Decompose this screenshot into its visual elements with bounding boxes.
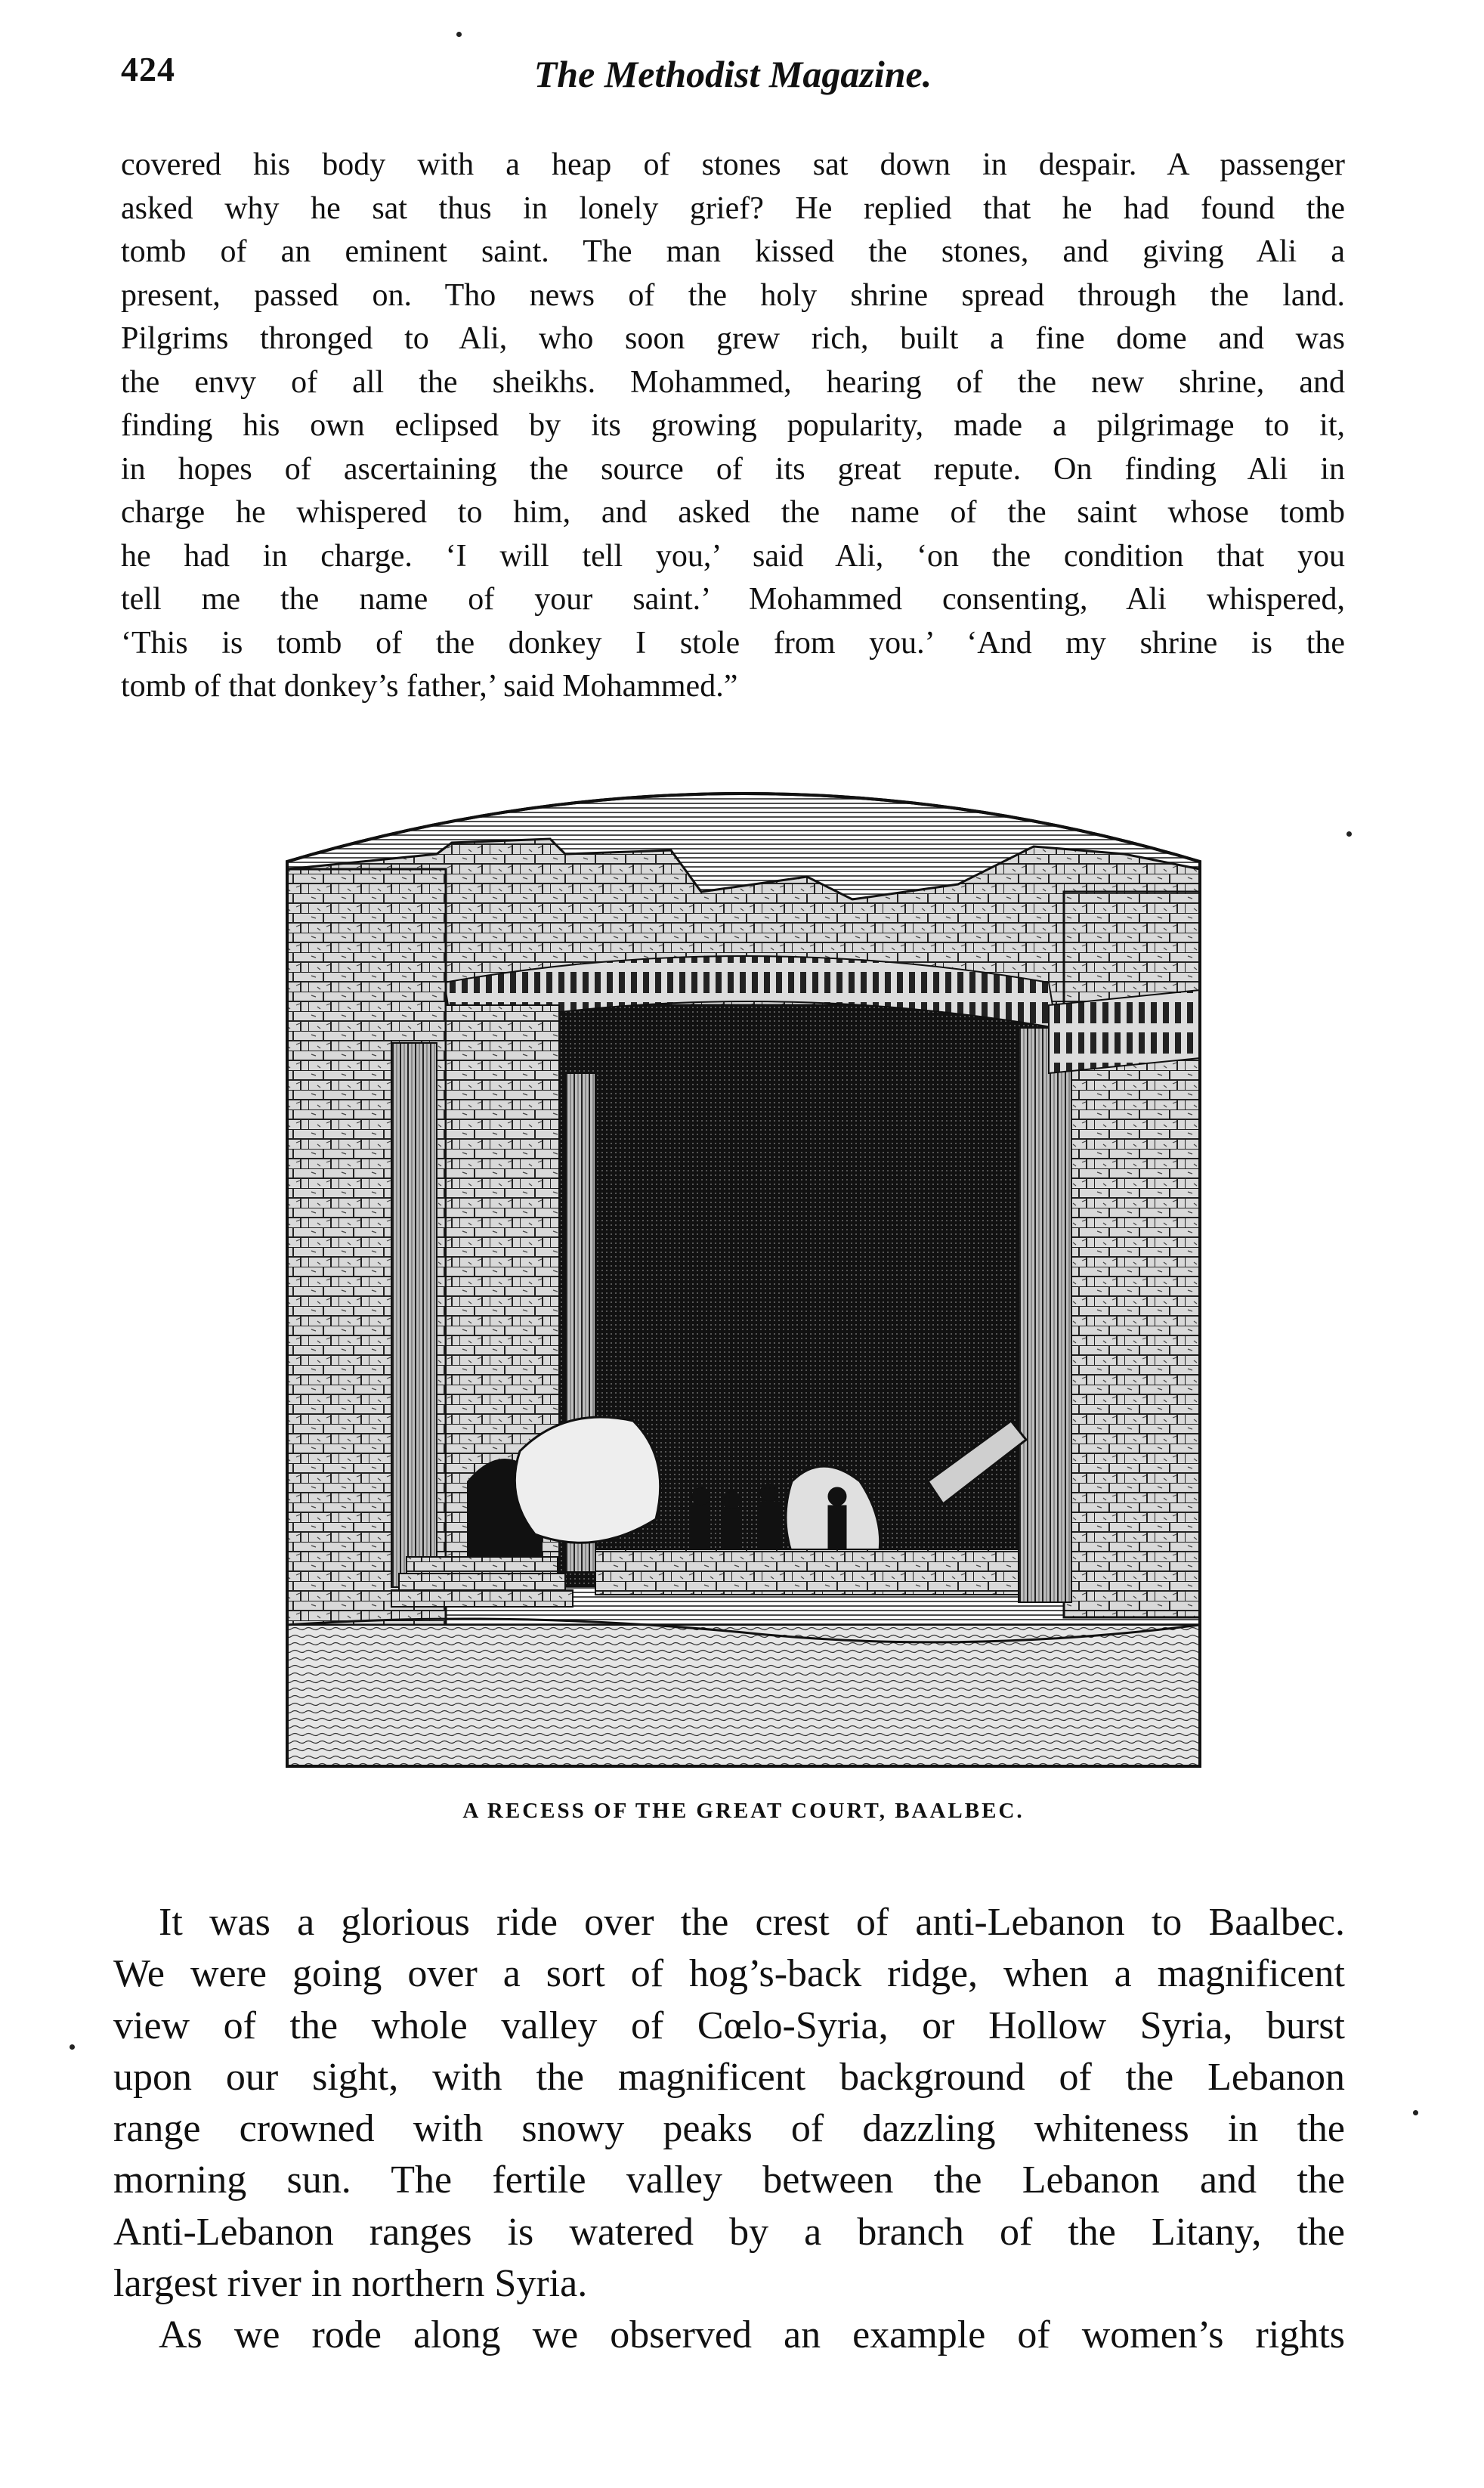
running-title: The Methodist Magazine.	[533, 53, 932, 95]
baalbec-engraving	[278, 756, 1209, 1772]
print-speck	[456, 32, 462, 37]
text-line: finding his own eclipsed by its growing popularity, made a pilgrimage to it,	[121, 408, 1345, 443]
text-line: tomb of that donkey’s father,’ said Mohammed.”	[121, 669, 738, 704]
text-line: It was a glorious ride over the crest of anti-Lebanon to Baalbec.	[159, 1901, 1345, 1944]
page-header	[121, 42, 1345, 110]
text-line: largest river in northern Syria.	[113, 2262, 588, 2306]
text-line: present, passed on. Tho news of the holy shrine spread through the land.	[121, 277, 1345, 313]
quoted-paragraph	[121, 144, 1345, 709]
print-speck	[1346, 831, 1352, 837]
text-line: asked why he sat thus in lonely grief? He replied that he had found the	[121, 190, 1345, 226]
text-line: charge he whispered to him, and asked the name of the saint whose tomb	[121, 495, 1345, 530]
text-line: We were going over a sort of hog’s-back ridge, when a magnificent	[113, 1952, 1345, 1996]
text-line: view of the whole valley of Cœlo-Syria, or Hollow Syria, burst	[113, 2004, 1345, 2047]
text-line: in hopes of ascertaining the source of its great repute. On finding Ali in	[121, 451, 1345, 487]
figure-caption: A RECESS OF THE GREAT COURT, BAALBEC.	[462, 1799, 1025, 1823]
text-line: he had in charge. ‘I will tell you,’ said Ali, ‘on the condition that you	[121, 538, 1345, 574]
text-line: covered his body with a heap of stones sat down in despair. A passenger	[121, 147, 1345, 182]
text-line: the envy of all the sheikhs. Mohammed, hearing of the new shrine, and	[121, 364, 1345, 400]
body-paragraph	[113, 1897, 1345, 2362]
text-line: As we rode along we observed an example of women’s rights	[159, 2313, 1345, 2357]
text-line: upon our sight, with the magnificent background of the Lebanon	[113, 2055, 1345, 2099]
print-speck	[1413, 2110, 1418, 2115]
text-line: Pilgrims thronged to Ali, who soon grew rich, built a fine dome and was	[121, 321, 1345, 356]
page-number: 424	[121, 50, 175, 88]
text-line: Anti-Lebanon ranges is watered by a branch of the Litany, the	[113, 2210, 1345, 2254]
print-speck	[70, 2044, 75, 2050]
text-line: range crowned with snowy peaks of dazzling whiteness in the	[113, 2107, 1345, 2151]
text-line: ‘This is tomb of the donkey I stole from you.’ ‘And my shrine is the	[121, 625, 1345, 661]
text-line: tell me the name of your saint.’ Mohammed consenting, Ali whispered,	[121, 582, 1345, 617]
text-line: tomb of an eminent saint. The man kissed the stones, and giving Ali a	[121, 234, 1345, 269]
text-line: morning sun. The fertile valley between the Lebanon and the	[113, 2158, 1345, 2202]
engraving-illustration	[278, 756, 1209, 1772]
